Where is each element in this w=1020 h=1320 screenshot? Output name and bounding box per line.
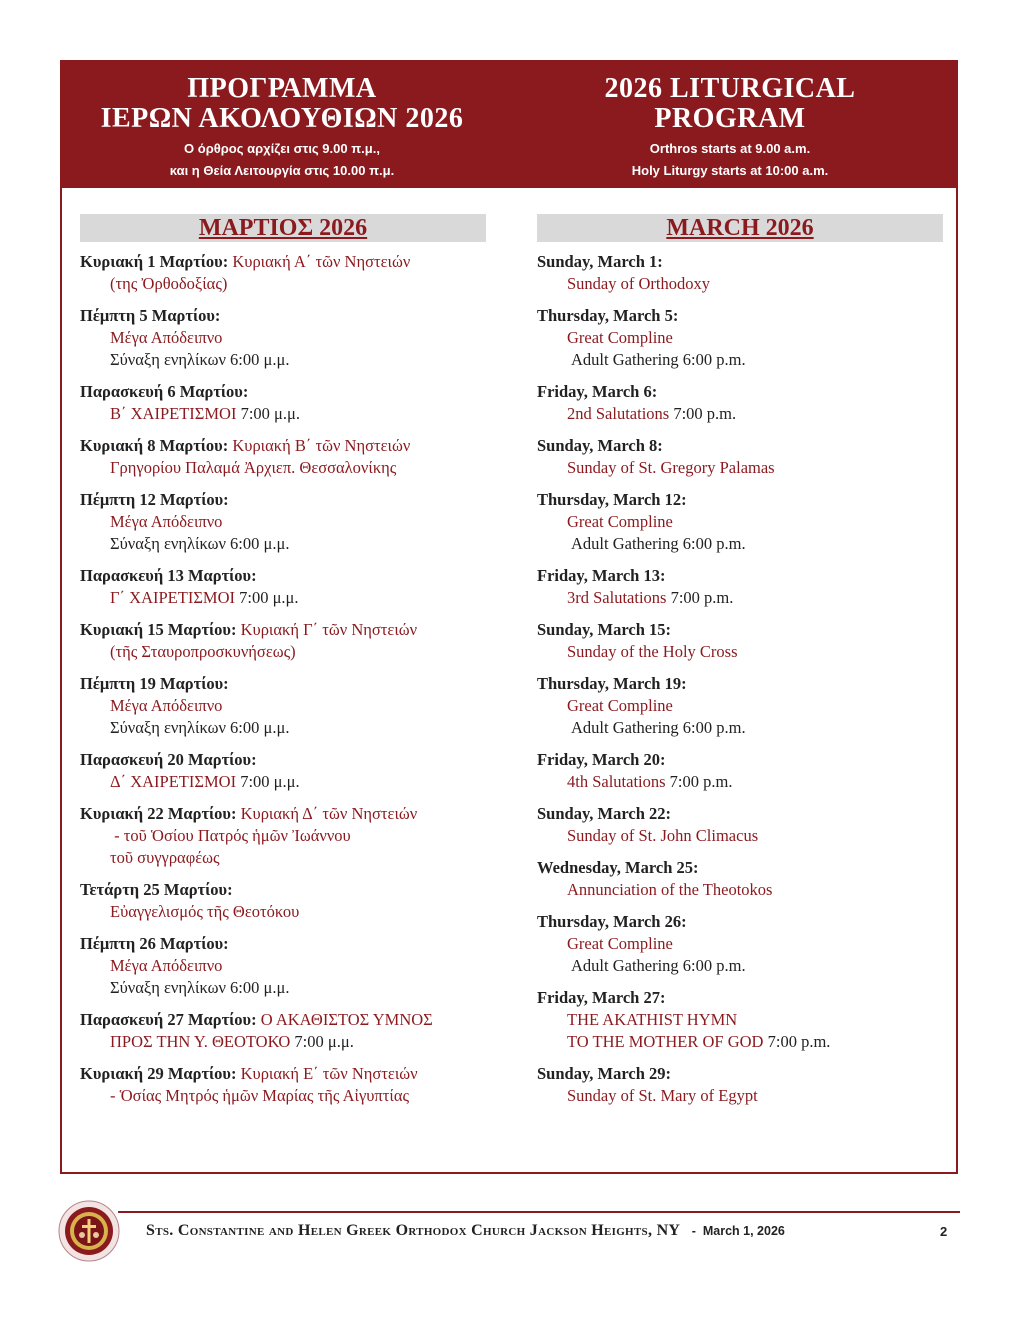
footer-divider [118,1211,960,1213]
entry-date: Friday, March 20: [537,750,666,769]
entry-gathering: Adult Gathering 6:00 p.m. [571,350,746,369]
entry-date: Κυριακή 29 Μαρτίου: [80,1064,237,1083]
english-entry [537,1063,943,1107]
entry-title: Κυριακή Ε΄ τῶν Νηστειών [240,1064,418,1083]
entry-date: Τετάρτη 25 Μαρτίου: [80,880,233,899]
entry-service: Μέγα Απόδειπνο [110,696,223,715]
entry-gathering: Σύναξη ενηλίκων 6:00 μ.μ. [110,350,290,369]
english-title-line2: PROGRAM [654,103,806,134]
entry-service: Sunday of St. Mary of Egypt [567,1086,758,1105]
entry-gathering: Σύναξη ενηλίκων 6:00 μ.μ. [110,718,290,737]
entry-title: Κυριακή Β΄ τῶν Νηστειών [232,436,411,455]
church-seal-icon [58,1200,120,1262]
english-subtitle-line1: Orthros starts at 9.00 a.m. [649,141,811,156]
english-entry [537,673,943,739]
greek-entry [80,435,486,479]
english-entry [537,381,943,425]
entry-service: Sunday of Orthodoxy [567,274,710,293]
greek-entry [80,933,486,999]
bulletin-frame [60,60,958,1174]
english-entry [537,435,943,479]
entry-date: Thursday, March 5: [537,306,679,325]
greek-entry [80,489,486,555]
entry-title: Ο ΑΚΑΘΙΣΤΟΣ ΥΜΝΟΣ [260,1010,433,1029]
entry-subtitle: - τοῦ Ὁσίου Πατρός ἡμῶν Ἰωάννου [110,826,351,845]
greek-entry [80,803,486,869]
entry-title: Κυριακή Δ΄ τῶν Νηστειών [240,804,418,823]
entry-subtitle-line3: τοῦ συγγραφέως [110,848,220,867]
entry-date: Thursday, March 12: [537,490,687,509]
greek-entry [80,381,486,425]
entry-service: Annunciation of the Theotokos [567,880,773,899]
entry-service: Great Compline [567,328,673,347]
entry-service: Great Compline [567,934,673,953]
entry-time: 7:00 μ.μ. [240,404,300,423]
entry-subtitle: Γρηγορίου Παλαμά Ἀρχιεπ. Θεσσαλονίκης [110,458,397,477]
english-entry [537,857,943,901]
entry-service: Μέγα Απόδειπνο [110,512,223,531]
header-banner [62,62,956,188]
english-schedule-column [537,214,943,1117]
greek-header [62,74,502,182]
entry-service: Great Compline [567,696,673,715]
english-entry [537,911,943,977]
entry-date: Πέμπτη 5 Μαρτίου: [80,306,221,325]
english-entry [537,565,943,609]
greek-entry [80,251,486,295]
greek-subtitle-line2: και η Θεία Λειτουργία στις 10.00 π.μ. [169,163,395,178]
entry-service: 3rd Salutations [567,588,667,607]
english-entry [537,803,943,847]
english-header [510,74,950,182]
english-entry [537,251,943,295]
english-entry [537,987,943,1053]
entry-date: Πέμπτη 12 Μαρτίου: [80,490,229,509]
entry-time: 7:00 μ.μ. [240,772,300,791]
entry-service: Δ΄ ΧΑΙΡΕΤΙΣΜΟΙ [110,772,237,791]
entry-date: Friday, March 27: [537,988,666,1007]
greek-month-heading: ΜΑΡΤΙΟΣ 2026 [80,214,486,242]
entry-time: 7:00 p.m. [669,772,733,791]
entry-service: 4th Salutations [567,772,666,791]
entry-service: Sunday of St. Gregory Palamas [567,458,775,477]
entry-service: Μέγα Απόδειπνο [110,328,223,347]
entry-gathering: Σύναξη ενηλίκων 6:00 μ.μ. [110,534,290,553]
entry-title: Κυριακή Γ΄ τῶν Νηστειών [240,620,418,639]
entry-time: 7:00 μ.μ. [239,588,299,607]
entry-date: Sunday, March 15: [537,620,672,639]
entry-date: Κυριακή 8 Μαρτίου: [80,436,229,455]
entry-gathering: Adult Gathering 6:00 p.m. [571,956,746,975]
entry-date: Sunday, March 29: [537,1064,672,1083]
entry-title: Κυριακή Α΄ τῶν Νηστειών [232,252,411,271]
entry-date: Sunday, March 1: [537,252,663,271]
greek-entry [80,749,486,793]
page-number: 2 [940,1224,948,1239]
english-entry [537,619,943,663]
greek-title-line1: ΠΡΟΓΡΑΜΜΑ [187,73,377,104]
greek-entry [80,1009,486,1053]
entry-date: Sunday, March 22: [537,804,672,823]
entry-subtitle: (της Ὀρθοδοξίας) [110,274,228,293]
entry-service: Β΄ ΧΑΙΡΕΤΙΣΜΟΙ [110,404,237,423]
entry-date: Friday, March 13: [537,566,666,585]
entry-date: Thursday, March 26: [537,912,687,931]
footer-date: - March 1, 2026 [688,1224,785,1238]
english-entry [537,305,943,371]
entry-date: Παρασκευή 27 Μαρτίου: [80,1010,257,1029]
entry-gathering: Adult Gathering 6:00 p.m. [571,534,746,553]
entry-gathering: Σύναξη ενηλίκων 6:00 μ.μ. [110,978,290,997]
entry-service: Sunday of the Holy Cross [567,642,738,661]
entry-gathering: Adult Gathering 6:00 p.m. [571,718,746,737]
entry-date: Wednesday, March 25: [537,858,699,877]
entry-service: Great Compline [567,512,673,531]
entry-time: 7:00 p.m. [673,404,737,423]
entry-time: 7:00 p.m. [670,588,734,607]
footer-church-name: Sts. Constantine and Helen Greek Orthodox Church Jackson Heights, NY - March 1, 2026 [146,1222,785,1239]
entry-date: Thursday, March 19: [537,674,687,693]
entry-date: Παρασκευή 13 Μαρτίου: [80,566,257,585]
entry-date: Πέμπτη 26 Μαρτίου: [80,934,229,953]
greek-title-line2: ΙΕΡΩΝ ΑΚΟΛΟΥΘΙΩΝ 2026 [100,103,464,134]
entry-subtitle: ΠΡΟΣ ΤΗΝ Υ. ΘΕΟΤΟΚΟ [110,1032,291,1051]
entry-time: 7:00 p.m. [767,1032,831,1051]
entry-date: Sunday, March 8: [537,436,663,455]
entry-date: Κυριακή 22 Μαρτίου: [80,804,237,823]
entry-service: Γ΄ ΧΑΙΡΕΤΙΣΜΟΙ [110,588,235,607]
english-entry [537,749,943,793]
greek-entry [80,879,486,923]
english-entry [537,489,943,555]
greek-entry [80,619,486,663]
entry-date: Παρασκευή 6 Μαρτίου: [80,382,249,401]
greek-entry [80,305,486,371]
entry-service: Μέγα Απόδειπνο [110,956,223,975]
entry-date: Friday, March 6: [537,382,658,401]
entry-date: Παρασκευή 20 Μαρτίου: [80,750,257,769]
english-subtitle-line2: Holy Liturgy starts at 10:00 a.m. [631,163,829,178]
greek-entry [80,1063,486,1107]
greek-schedule-column [80,214,486,1117]
english-title-line1: 2026 LITURGICAL [604,73,856,104]
entry-service: 2nd Salutations [567,404,670,423]
entry-subtitle: - Ὁσίας Μητρός ἡμῶν Μαρίας τῆς Αἰγυπτίας [110,1086,409,1105]
entry-service: Εὐαγγελισμός τῆς Θεοτόκου [110,902,300,921]
entry-service-line2: TO THE MOTHER OF GOD [567,1032,764,1051]
entry-date: Κυριακή 1 Μαρτίου: [80,252,229,271]
entry-service: Sunday of St. John Climacus [567,826,759,845]
entry-time: 7:00 μ.μ. [294,1032,354,1051]
entry-date: Κυριακή 15 Μαρτίου: [80,620,237,639]
entry-subtitle: (τῆς Σταυροπροσκυνήσεως) [110,642,296,661]
greek-entry [80,565,486,609]
english-month-heading: MARCH 2026 [537,214,943,242]
greek-subtitle-line1: Ο όρθρος αρχίζει στις 9.00 π.μ., [184,141,380,156]
entry-date: Πέμπτη 19 Μαρτίου: [80,674,229,693]
greek-entry [80,673,486,739]
entry-service: THE AKATHIST HYMN [567,1010,738,1029]
